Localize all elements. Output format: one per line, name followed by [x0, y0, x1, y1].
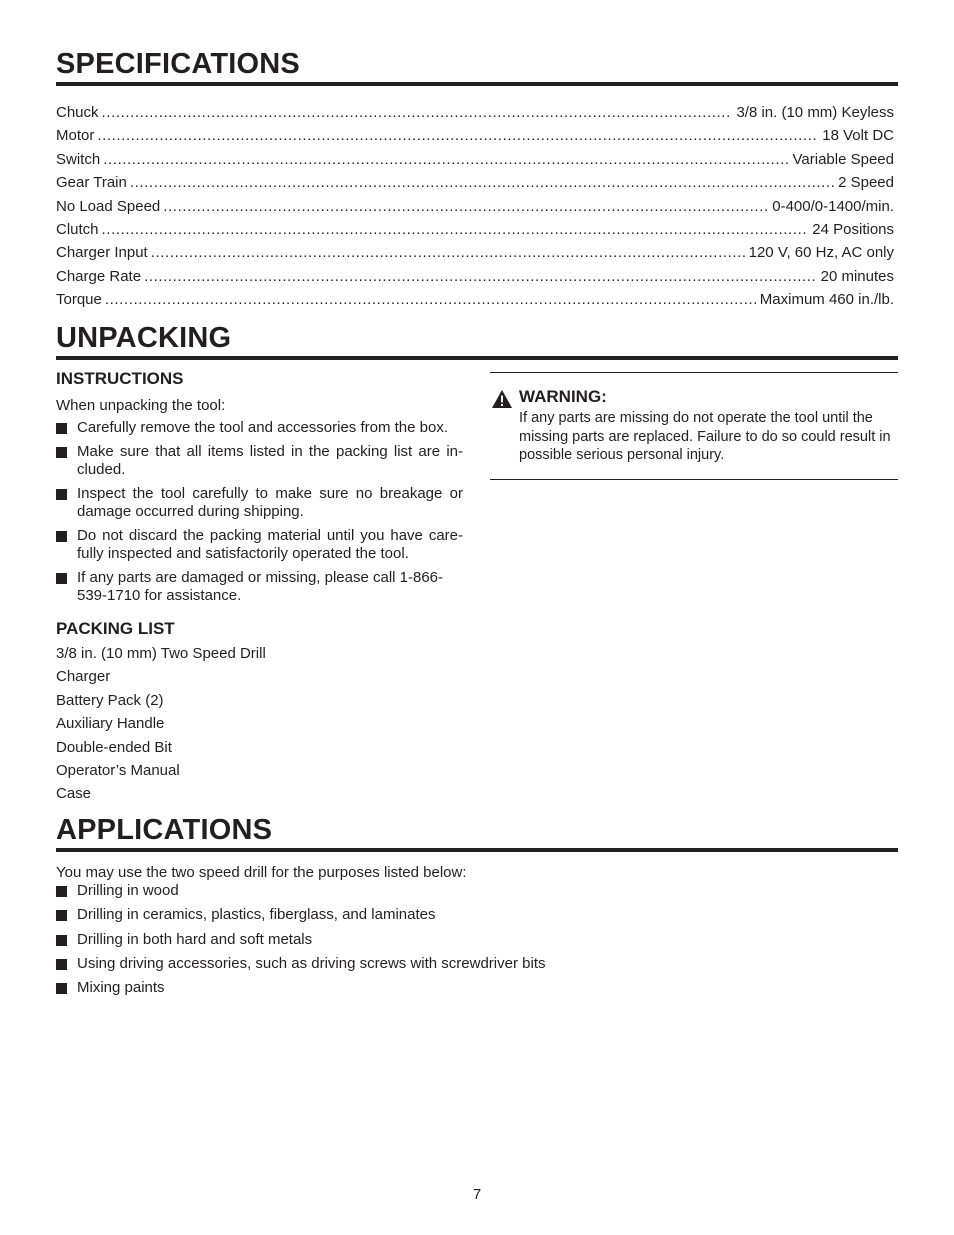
spec-label: Chuck	[56, 104, 99, 121]
dot-leader	[102, 101, 733, 124]
spec-value: 2 Speed	[838, 174, 894, 192]
bullet-square-icon	[56, 423, 67, 434]
list-item	[56, 955, 756, 979]
list-item-text: If any parts are damaged or missing, please call 1-866-539-1710 for assistance.	[77, 568, 444, 604]
list-item	[56, 485, 463, 522]
spec-row-gear-train	[56, 171, 894, 194]
spec-row-torque	[56, 288, 894, 311]
packing-list-item: Case	[56, 785, 92, 803]
spec-row-chuck	[56, 101, 894, 124]
list-item-text: Mixing paints	[77, 979, 165, 997]
spec-value: Maximum 460 in./lb.	[759, 291, 894, 309]
spec-label: Charger Input	[56, 244, 148, 262]
spec-row-charge-rate	[56, 265, 894, 288]
spec-value: 0-400/0-1400/min.	[772, 197, 894, 215]
list-item-text: Inspect the tool carefully to make sure no breakage or damage occurred during shipping.	[77, 484, 463, 520]
warning-title: WARNING:	[519, 387, 607, 406]
dot-leader	[130, 171, 834, 194]
list-item-text: Do not discard the packing material until you have care-fully inspected and satisfactorily operated the tool.	[77, 526, 463, 562]
unpacking-title: UNPACKING	[56, 322, 898, 360]
packing-list-heading: PACKING LIST	[56, 619, 175, 638]
warning-text: If any parts are missing do not operate the tool until the missing parts are replaced. Failure to do so could result in possible serious personal injury.	[519, 410, 891, 464]
applications-list	[56, 882, 756, 1003]
spec-label: Motor	[56, 127, 95, 145]
instructions-intro: When unpacking the tool:	[56, 397, 226, 414]
warning-box	[490, 372, 898, 480]
warning-triangle-icon	[491, 389, 513, 409]
list-item-text: Carefully remove the tool and accessories from the box.	[77, 419, 449, 436]
spec-value: Variable Speed	[792, 150, 894, 168]
spec-row-clutch	[56, 218, 894, 241]
spec-row-no-load-speed	[56, 195, 894, 218]
list-item	[56, 906, 756, 930]
list-item	[56, 931, 756, 955]
bullet-square-icon	[56, 573, 67, 584]
spec-value: 120 V, 60 Hz, AC only	[748, 244, 894, 262]
spec-label: Torque	[56, 291, 102, 309]
spec-row-charger-input	[56, 241, 894, 264]
bullet-square-icon	[56, 886, 67, 897]
packing-list-item: Operator’s Manual	[56, 761, 180, 779]
specifications-title: SPECIFICATIONS	[56, 48, 898, 86]
spec-value: 24 Positions	[812, 220, 894, 238]
spec-row-motor	[56, 124, 894, 147]
list-item-text: Drilling in both hard and soft metals	[77, 930, 313, 948]
spec-label: Switch	[56, 150, 101, 168]
bullet-square-icon	[56, 959, 67, 970]
list-item	[56, 882, 756, 906]
spec-label: Clutch	[56, 220, 99, 238]
dot-leader	[105, 288, 756, 311]
dot-leader	[103, 148, 788, 171]
spec-label: Charge Rate	[56, 267, 142, 285]
bullet-square-icon	[56, 983, 67, 994]
spec-value: 18 Volt DC	[822, 127, 894, 145]
dot-leader	[102, 218, 809, 241]
dot-leader	[144, 265, 817, 288]
dot-leader	[151, 241, 745, 264]
list-item-text: Drilling in ceramics, plastics, fiberglass, and laminates	[77, 906, 436, 924]
specifications-list	[56, 101, 894, 312]
instructions-list	[56, 419, 463, 606]
bullet-square-icon	[56, 447, 67, 458]
spec-label: Gear Train	[56, 174, 127, 192]
dot-leader	[97, 124, 818, 147]
packing-list-item: Auxiliary Handle	[56, 715, 165, 733]
spec-value: 20 minutes	[820, 267, 894, 285]
bullet-square-icon	[56, 910, 67, 921]
list-item-text: Make sure that all items listed in the packing list are in-cluded.	[77, 442, 463, 478]
bullet-square-icon	[56, 935, 67, 946]
packing-list-item: 3/8 in. (10 mm) Two Speed Drill	[56, 645, 266, 662]
packing-list-item: Battery Pack (2)	[56, 691, 164, 709]
list-item	[56, 443, 463, 480]
instructions-heading: INSTRUCTIONS	[56, 369, 184, 388]
dot-leader	[163, 195, 768, 218]
applications-title: APPLICATIONS	[56, 814, 898, 852]
list-item	[56, 419, 463, 438]
page-number: 7	[472, 1186, 482, 1203]
bullet-square-icon	[56, 489, 67, 500]
spec-row-switch	[56, 148, 894, 171]
packing-list	[56, 642, 266, 806]
list-item	[56, 569, 463, 606]
bullet-square-icon	[56, 531, 67, 542]
applications-intro: You may use the two speed drill for the purposes listed below:	[56, 864, 467, 881]
packing-list-item: Charger	[56, 668, 111, 686]
list-item	[56, 527, 463, 564]
spec-value: 3/8 in. (10 mm) Keyless	[736, 104, 894, 121]
list-item-text: Using driving accessories, such as driving screws with screwdriver bits	[77, 954, 546, 972]
packing-list-item: Double-ended Bit	[56, 738, 172, 756]
list-item-text: Drilling in wood	[77, 882, 179, 899]
spec-label: No Load Speed	[56, 197, 161, 215]
list-item	[56, 979, 756, 1003]
